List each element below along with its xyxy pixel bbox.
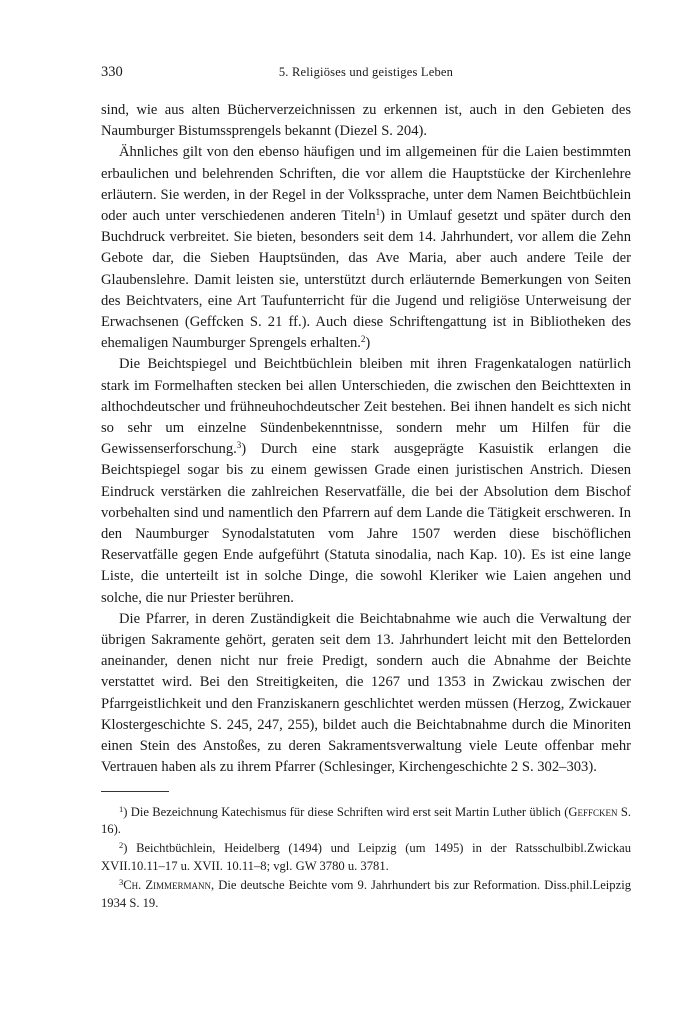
footnote-1-text-b: S. 16). bbox=[101, 804, 631, 836]
page-header bbox=[101, 64, 631, 86]
paragraph-4 bbox=[101, 609, 631, 779]
footnote-2 bbox=[101, 840, 631, 875]
running-head: 5. Religiöses und geistiges Leben bbox=[278, 65, 454, 79]
paragraph-2-text-a: Ähnliches gilt von den ebenso häufigen und im allgemeinen für die Laien bestimmten erbaulichen und belehrenden Schriften, die vor allem die Hauptstücke der Kirchenlehre erläutern. Sie werden, in der Regel in der Volkssprache, unter dem Namen Beichtbüchlein oder auch unter verschiedenen anderen Titeln bbox=[101, 144, 631, 225]
paragraph-2-text-b: ) in Umlauf gesetzt und später durch den Buchdruck verbreitet. Sie bieten, besonders seit dem 14. Jahrhundert, vor allem die Zehn Gebote dar, die Sieben Hauptsünden, das Ave Maria, aber auch andere Teile der Glaubenslehre. Damit leisten sie, unterstützt durch erläuternde Bemerkungen von Seiten des Beichtvaters, eine Art Taufunterricht für die Jugend und religiöse Unterweisung der Erwachsenen (Geffcken S. 21 ff.). Auch diese Schriftengattung ist in Bibliotheken des ehemaligen Naumburger Sprengels erhalten. bbox=[101, 208, 631, 352]
footnotes bbox=[101, 804, 631, 912]
book-page bbox=[101, 64, 631, 914]
footnote-1 bbox=[101, 804, 631, 839]
paragraph-3-text-a: Die Beichtspiegel und Beichtbüchlein bleiben mit ihren Fragenkatalogen natürlich stark im Formelhaften stecken bei allen Unterschieden, die zwischen den Beichttexten in althochdeutscher und frühneuhochdeutscher Zeit bestehen. Bei ihnen handelt es sich nicht so sehr um einzelne Sündenbekenntnisse, sondern mehr um Hilfen für die Gewissenserforschung. bbox=[101, 356, 631, 458]
page-number: 330 bbox=[101, 64, 123, 80]
footnote-3-text: , Die deutsche Beichte vom 9. Jahrhundert bis zur Reformation. Diss.phil.Leipzig 1934 S. 19. bbox=[101, 878, 631, 910]
footnote-3-author: Ch. Zimmermann bbox=[123, 878, 212, 893]
paragraph-4-text: Die Pfarrer, in deren Zuständigkeit die Beichtabnahme wie auch die Verwaltung der übrigen Sakramente gehört, geraten seit dem 13. Jahrhundert leicht mit den Bettelorden aneinander, denen nicht nur freie Predigt, sondern auch die Abnahme der Beichte verstattet wird. Bei den Streitigkeiten, die 1267 und 1353 in Zwickau zwischen der Pfarrgeistlichkeit und den Franziskanern geschlichtet werden müssen (Herzog, Zwickauer Klostergeschichte S. 245, 247, 255), bildet auch die Beichtabnahme durch die Minoriten einen Stein des Anstoßes, zu deren Sakramentsverwaltung viele Leute offenbar mehr Vertrauen haben als zu ihrem Pfarrer (Schlesinger, Kirchengeschichte 2 S. 302–303). bbox=[101, 610, 631, 776]
paragraph-3-text-b: ) Durch eine stark ausgeprägte Kasuistik erlangen die Beichtspiegel sogar bis zu einem gewissen Grade einen juristischen Anstrich. Diesen Eindruck verstärken die zahlreichen Reservatfälle, die bei der Absolution dem Bischof vorbehalten sind und namentlich den Pfarrern auf dem Lande die Tätigkeit erschweren. In den Naumburger Synodalstatuten vom Jahre 1507 werden diese bischöflichen Reservatfälle gegen Ende aufgeführt (Statuta sinodalia, nach Kap. 10). Es ist eine lange Liste, die unterteilt ist in solche Dinge, die sowohl Kleriker wie Laien angehen und solche, die nur Priester berühren. bbox=[101, 441, 631, 606]
paragraph-2-text-c: ) bbox=[365, 335, 371, 352]
footnote-3 bbox=[101, 877, 631, 912]
paragraph-1-text: sind, wie aus alten Bücherverzeichnissen zu erkennen ist, auch in den Gebieten des Naumburger Bistumssprengels bekannt (Diezel S. 204). bbox=[101, 102, 631, 140]
footnote-divider bbox=[101, 791, 169, 792]
footnote-3-mark: 3 bbox=[119, 877, 124, 888]
footnote-2-text: ) Beichtbüchlein, Heidelberg (1494) und Leipzig (um 1495) in der Ratsschulbibl.Zwickau XVII.10.11–17 u. XVII. 10.11–8; vgl. GW 3780 u. 3781. bbox=[101, 841, 631, 873]
footnote-1-author: Geffcken bbox=[568, 804, 618, 819]
footnote-1-text-a: ) Die Bezeichnung Katechismus für diese Schriften wird erst seit Martin Luther üblich ( bbox=[123, 804, 569, 819]
footnote-2-mark: 2 bbox=[119, 840, 124, 851]
footnote-ref-3: 3 bbox=[236, 440, 242, 451]
body-text bbox=[101, 100, 631, 779]
footnote-ref-2: 2 bbox=[360, 334, 366, 345]
footnote-ref-1: 1 bbox=[375, 207, 381, 218]
paragraph-2 bbox=[101, 142, 631, 354]
paragraph-1 bbox=[101, 100, 631, 142]
paragraph-3 bbox=[101, 354, 631, 608]
footnote-1-mark: 1 bbox=[119, 803, 124, 814]
